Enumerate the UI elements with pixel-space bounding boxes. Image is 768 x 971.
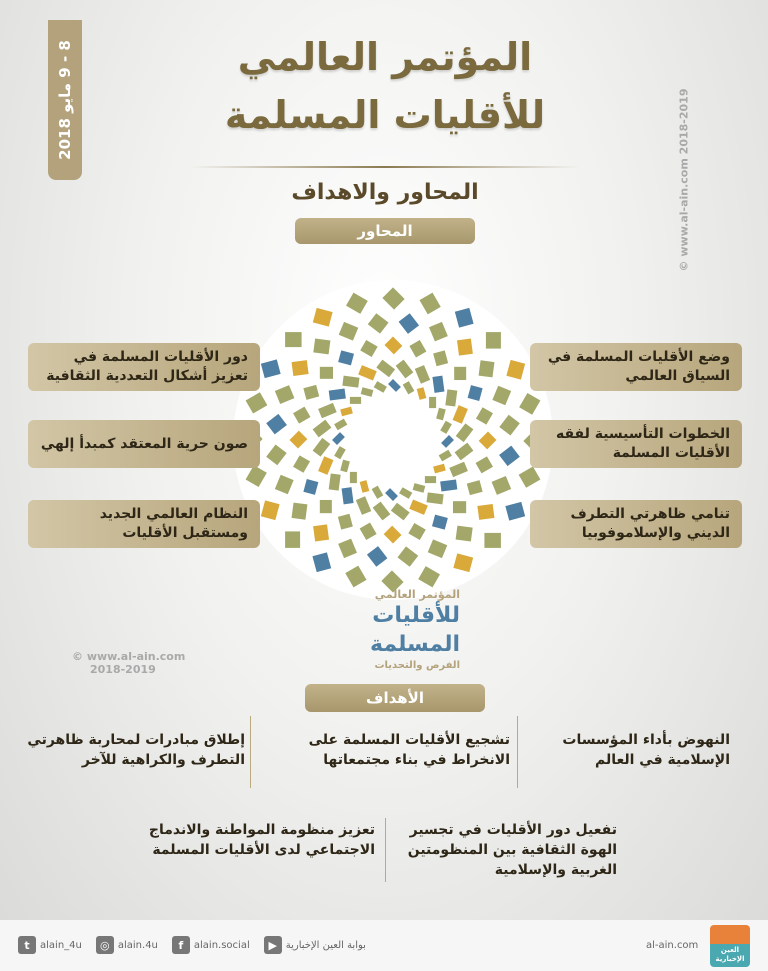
axis-item: وضع الأقليات المسلمة في السياق العالمي: [530, 343, 742, 391]
twitter-link[interactable]: [18, 936, 82, 954]
social-links: [18, 936, 366, 954]
rosette-tile: [476, 407, 493, 424]
rosette-tile: [303, 385, 319, 400]
watermark-years: 2018-2019: [677, 88, 691, 155]
axes-heading: المحاور: [295, 218, 475, 244]
twitter-handle: alain_4u: [40, 939, 82, 951]
rosette-tile: [358, 365, 377, 380]
rosette-tile: [356, 496, 371, 515]
rosette-tile: [350, 397, 361, 404]
goals-heading: الأهداف: [305, 684, 485, 712]
rosette-tile: [293, 455, 310, 472]
facebook-icon: f: [172, 936, 190, 954]
rosette-tile: [385, 337, 403, 355]
rosette-tile: [477, 504, 494, 520]
rosette-tile: [368, 313, 389, 333]
facebook-handle: alain.social: [193, 939, 250, 951]
rosette-tile: [468, 385, 483, 401]
rosette-tile: [338, 350, 354, 365]
rosette-tile: [290, 431, 308, 449]
rosette-tile: [382, 287, 404, 309]
axis-item: صون حرية المعتقد كمبدأ إلهي: [28, 420, 260, 468]
goal-item: النهوض بأداء المؤسسات الإسلامية في العالم: [562, 732, 730, 768]
rosette-tile: [408, 523, 425, 540]
rosette-tile: [433, 350, 448, 366]
rosette-tile: [313, 438, 331, 457]
rosette-tile: [261, 500, 280, 520]
goal-item: تعزيز منظومة المواطنة والاندماج الاجتماعي لدى الأقليات المسلمة: [148, 822, 375, 858]
rosette-tile: [313, 339, 330, 355]
rosette-tile: [339, 322, 359, 341]
rosette-tile: [372, 486, 384, 499]
rosette-tile: [429, 397, 436, 408]
rosette-tile: [440, 479, 457, 491]
logo-line-3: المسلمة: [369, 631, 460, 657]
rosette-tile: [303, 479, 318, 495]
rosette-tile: [376, 360, 395, 378]
axis-item: النظام العالمي الجديد ومستقبل الأقليات: [28, 500, 260, 548]
rosette-tile: [436, 408, 446, 421]
rosette-tile: [266, 414, 287, 434]
logo-line-2: للأقليات: [372, 603, 460, 629]
rosette-tile: [312, 552, 331, 572]
rosette-tile: [486, 332, 501, 349]
rosette-tile: [346, 293, 368, 314]
rosette-tile: [492, 476, 512, 495]
rosette-tile: [428, 539, 448, 558]
instagram-link[interactable]: [96, 936, 158, 954]
rosette-tile: [329, 473, 341, 490]
rosette-tile: [396, 360, 414, 379]
footer: [0, 920, 768, 971]
rosette-tile: [313, 420, 332, 438]
rosette-tile: [417, 387, 427, 400]
rosette-tile: [418, 566, 440, 587]
rosette-tile: [338, 539, 357, 559]
rosette-tile: [367, 546, 387, 567]
instagram-icon: ◎: [96, 936, 114, 954]
logo-line-1: المؤتمر العالمي: [374, 588, 460, 601]
rosette-tile: [360, 523, 377, 540]
logo-line-4: الفرص والتحديات: [374, 660, 460, 672]
rosette-tile: [420, 293, 441, 315]
goal-item: تفعيل دور الأقليات في تجسير الهوة الثقافية بين المنظومتين الغربية والإسلامية: [407, 822, 617, 878]
rosette-tile: [246, 465, 267, 487]
rosette-tile: [409, 500, 428, 515]
rosette-tile: [432, 376, 444, 393]
rosette-tile: [457, 339, 473, 356]
divider: [385, 818, 386, 882]
title-line-1: المؤتمر العالمي: [237, 35, 533, 79]
goal-item: إطلاق مبادرات لمحاربة ظاهرتي التطرف والكراهية للآخر: [27, 732, 245, 768]
rosette-tile: [318, 456, 333, 475]
rosette-tile: [440, 421, 452, 434]
conference-logo: [320, 588, 460, 672]
rosette-tile: [484, 533, 501, 548]
rosette-tile: [467, 480, 483, 495]
rosette-tile: [345, 566, 366, 588]
rosette-tile: [391, 503, 410, 521]
twitter-icon: t: [18, 936, 36, 954]
youtube-channel: بوابة العين الإخبارية: [285, 939, 366, 951]
brand-name: العين الإخبارية: [715, 946, 745, 963]
rosette-tile: [275, 385, 295, 404]
title-line-2: للأقليات المسلمة: [224, 93, 546, 137]
youtube-icon: ▶: [264, 936, 282, 954]
watermark-site: www.al-ain.com: [677, 158, 691, 257]
instagram-handle: alain.4u: [117, 939, 158, 951]
goal-item: تشجيع الأقليات المسلمة على الانخراط في بناء مجتمعاتها: [308, 732, 510, 768]
date-text: 8 - 9 مايو 2018: [56, 40, 74, 160]
axis-item: الخطوات التأسيسية لفقه الأقليات المسلمة: [530, 420, 742, 468]
rosette-tile: [429, 322, 448, 342]
watermark-site: www.al-ain.com: [86, 650, 186, 663]
rosette-tile: [409, 340, 426, 357]
rosette-tile: [360, 340, 377, 357]
rosette-tile: [350, 472, 357, 483]
rosette-tile: [318, 403, 337, 418]
axis-item: دور الأقليات المسلمة في تعزيز أشكال التعددية الثقافية: [28, 343, 260, 391]
facebook-link[interactable]: [172, 936, 250, 954]
rosette-tile: [499, 415, 519, 436]
watermark-years: 2018-2019: [90, 663, 156, 676]
rosette-tile: [433, 464, 446, 474]
rosette-tile: [505, 502, 525, 521]
rosette-tile: [385, 488, 398, 501]
rosette-tile: [332, 432, 345, 445]
rosette-tile: [360, 480, 370, 493]
rosette-tile: [292, 503, 308, 520]
rosette-tile: [292, 360, 309, 376]
axis-item: تنامي ظاهرتي التطرف الديني والإسلاموفوبيا: [530, 500, 742, 548]
rosette-tile: [519, 393, 540, 415]
divider: [190, 166, 580, 168]
rosette-tile: [340, 407, 353, 417]
rosette-tile: [432, 515, 448, 530]
rosette-tile: [397, 546, 418, 566]
rosette-tile: [476, 456, 493, 473]
rosette-tile: [266, 444, 286, 465]
brand-logo: [710, 925, 750, 967]
rosette-tile: [426, 492, 443, 504]
rosette-tile: [285, 531, 300, 548]
rosette-tile: [320, 500, 332, 513]
rosette-tile: [384, 526, 402, 544]
rosette-tile: [338, 514, 353, 530]
divider: [517, 716, 518, 788]
rosette-tile: [499, 446, 520, 466]
copyright-icon: ©: [677, 260, 691, 272]
rosette-tile: [425, 476, 436, 483]
rosette-tile: [342, 487, 354, 504]
rosette-tile: [441, 435, 454, 448]
rosette-tile: [492, 386, 511, 406]
rosette-tile: [506, 360, 525, 380]
rosette-tile: [403, 381, 415, 394]
copyright-icon: ©: [72, 650, 83, 663]
rosette-tile: [479, 432, 497, 450]
rosette-tile: [285, 332, 302, 347]
rosette-tile: [445, 389, 457, 406]
site-link[interactable]: al-ain.com: [646, 940, 699, 951]
rosette-tile: [456, 423, 474, 442]
rosette-tile: [313, 524, 329, 541]
rosette-tile: [519, 467, 541, 488]
rosette-tile: [439, 450, 452, 462]
rosette-tile: [455, 443, 474, 461]
rosette-tile: [374, 381, 387, 393]
rosette-tile: [453, 501, 466, 513]
rosette-tile: [455, 308, 474, 328]
rosette-tile: [399, 313, 419, 334]
rosette-tile: [293, 407, 310, 424]
rosette-emblem: [233, 280, 553, 600]
rosette-tile: [413, 483, 426, 493]
rosette-tile: [479, 360, 495, 377]
rosette-tile: [453, 553, 473, 572]
rosette-tile: [399, 487, 412, 499]
rosette-tile: [449, 462, 468, 477]
rosette-tile: [342, 376, 359, 388]
rosette-tile: [313, 308, 333, 327]
rosette-tile: [454, 367, 466, 380]
rosette-tile: [320, 367, 333, 379]
rosette-tile: [246, 392, 268, 413]
rosette-tile: [373, 502, 391, 521]
subtitle: المحاور والاهداف: [291, 180, 479, 205]
rosette-tile: [329, 389, 346, 401]
watermark: [72, 650, 185, 676]
rosette-tile: [361, 387, 374, 397]
date-badge: [48, 20, 82, 180]
rosette-tile: [275, 475, 294, 495]
rosette-tile: [456, 526, 473, 542]
rosette-tile: [388, 379, 401, 392]
rosette-tile: [334, 419, 347, 431]
rosette-tile: [453, 405, 468, 424]
rosette-tile: [340, 460, 350, 473]
youtube-link[interactable]: [264, 936, 366, 954]
rosette-tile: [415, 365, 430, 384]
watermark-vertical: [664, 88, 704, 272]
rosette-tile: [261, 359, 281, 378]
divider: [250, 716, 251, 788]
rosette-tile: [334, 446, 346, 459]
